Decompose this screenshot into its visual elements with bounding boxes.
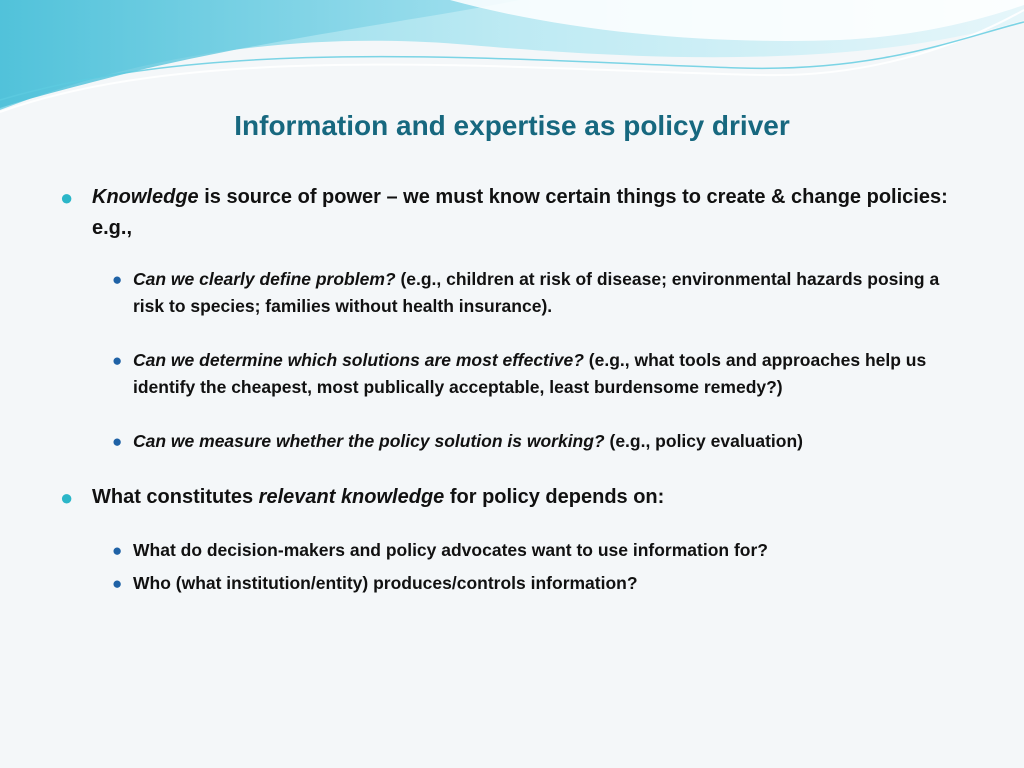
bullet-2-text: for policy depends on: bbox=[444, 486, 665, 508]
bullet-1-italic: Knowledge bbox=[92, 186, 199, 208]
sub-bullet-1-1-text: (e.g., children at risk of disease; environmental hazards posing a risk to species; families without health insurance). bbox=[133, 269, 940, 316]
sub-bullet-1-3 bbox=[112, 428, 970, 455]
slide-title: Information and expertise as policy driver bbox=[234, 110, 790, 141]
bullet-1-text: is source of power – we must know certain things to create & change policies: e.g., bbox=[92, 186, 948, 239]
sub-bullet-1-1-italic: Can we clearly define problem? bbox=[133, 269, 396, 289]
sub-bullet-1-1 bbox=[112, 266, 970, 320]
bullet-2 bbox=[60, 482, 970, 513]
sub-bullet-dot-icon: ● bbox=[112, 432, 123, 451]
bullet-dot-icon: ● bbox=[60, 485, 74, 510]
bullet-2-italic: relevant knowledge bbox=[258, 486, 445, 508]
bullet-list bbox=[60, 182, 970, 597]
sub-bullet-dot-icon: ● bbox=[112, 541, 123, 560]
sub-bullet-dot-icon: ● bbox=[112, 351, 123, 370]
sub-bullet-1-2 bbox=[112, 347, 970, 401]
sub-bullet-1-3-italic: Can we measure whether the policy solution is working? bbox=[133, 431, 605, 451]
header-wave-decoration bbox=[0, 0, 1024, 120]
sub-bullet-1-2-text: (e.g., what tools and approaches help us identify the cheapest, most publically acceptable, least burdensome remedy?) bbox=[133, 350, 927, 397]
bullet-dot-icon: ● bbox=[60, 185, 74, 210]
sub-bullet-2-1 bbox=[112, 537, 970, 564]
sub-bullet-dot-icon: ● bbox=[112, 270, 123, 289]
sub-bullet-dot-icon: ● bbox=[112, 574, 123, 593]
sub-bullet-1-3-text: (e.g., policy evaluation) bbox=[604, 431, 803, 451]
sub-bullet-1-2-italic: Can we determine which solutions are most effective? bbox=[133, 350, 584, 370]
sub-bullet-2-2-text: Who (what institution/entity) produces/controls information? bbox=[133, 573, 638, 593]
sub-bullet-2-1-text: What do decision-makers and policy advocates want to use information for? bbox=[133, 540, 768, 560]
bullet-1 bbox=[60, 182, 970, 244]
bullet-2-prefix: What constitutes bbox=[92, 486, 259, 508]
sub-bullet-2-2 bbox=[112, 570, 970, 597]
